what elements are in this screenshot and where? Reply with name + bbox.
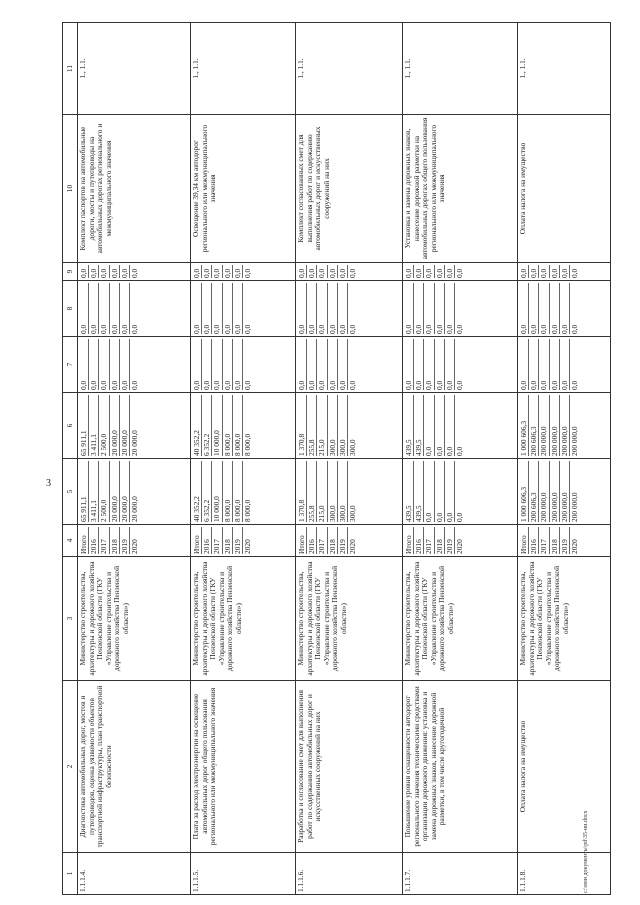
years-cell (403, 525, 518, 557)
column-number: 1 (63, 853, 78, 895)
table-row (403, 23, 518, 895)
expected-result: Комплект согласованных смет для выполнения работ по содержанию автомобильных дорог и искусственных сооружений на них (296, 115, 403, 263)
cell-line: 0,0 (435, 265, 445, 278)
cell-line: 200 606,3 (529, 395, 539, 456)
cell-line: 200 000,0 (550, 461, 560, 522)
cell-line: 0,0 (519, 265, 529, 278)
regional-funding-cell (403, 393, 518, 459)
indicator-reference: 1., 1.1. (296, 23, 403, 115)
other-funding-cell (296, 263, 403, 281)
cell-line: Итого (404, 527, 414, 554)
cell-line: 0,0 (317, 283, 327, 334)
cell-line: 2019 (338, 527, 348, 554)
cell-line: 2 500,0 (99, 461, 109, 522)
cell-line: 40 352,2 (192, 395, 202, 456)
cell-line: 0,0 (550, 265, 560, 278)
cell-line: 0,0 (129, 380, 139, 390)
cell-line: 0,0 (89, 265, 99, 278)
table-row (78, 23, 191, 895)
cell-line: 0,0 (297, 265, 307, 278)
cell-line: 0,0 (338, 265, 348, 278)
cell-line: 0,0 (347, 268, 357, 278)
cell-line: 2019 (560, 527, 570, 554)
column-number: 7 (63, 337, 78, 393)
executor-cell: Министерство строительства, архитектуры и дорожного хозяйства Пензенской области (ГКУ «Управление строительства и дорожного хозяйства Пензенской области») (518, 557, 611, 681)
column-number: 4 (63, 525, 78, 557)
cell-line: 0,0 (454, 324, 464, 334)
cell-line: 0,0 (404, 339, 414, 390)
local-funding-cell (296, 281, 403, 337)
cell-line: 2017 (424, 527, 434, 554)
cell-line: 2019 (445, 527, 455, 554)
cell-line: 0,0 (120, 283, 130, 334)
cell-line: 2016 (307, 527, 317, 554)
cell-line: 0,0 (212, 283, 222, 334)
cell-line: 200 606,3 (529, 461, 539, 522)
cell-line: 10 000,0 (212, 395, 222, 456)
activity-number: 1.1.1.4. (78, 853, 191, 895)
local-funding-cell (403, 281, 518, 337)
cell-line: 0,0 (560, 265, 570, 278)
cell-line: 0,0 (539, 283, 549, 334)
indicator-reference: 1., 1.1. (191, 23, 296, 115)
table-row (191, 23, 296, 895)
cell-line: 0,0 (529, 283, 539, 334)
regional-funding-cell (296, 393, 403, 459)
cell-line: 2019 (233, 527, 243, 554)
cell-line: 0,0 (560, 283, 570, 334)
cell-line: 0,0 (328, 339, 338, 390)
cell-line: 200 000,0 (569, 426, 579, 456)
cell-line: 0,0 (454, 446, 464, 456)
cell-line: 0,0 (435, 339, 445, 390)
cell-line: 0,0 (539, 339, 549, 390)
expected-result: Комплект паспортов на автомобильные дороги, мосты и путепроводы на автомобильных дорогах регионального и межмуниципального значения (78, 115, 191, 263)
activity-number: 1.1.1.8. (518, 853, 611, 895)
cell-line: 2018 (550, 527, 560, 554)
cell-line: 0,0 (424, 339, 434, 390)
cell-line: 1 370,8 (297, 461, 307, 522)
column-number-row (63, 23, 78, 895)
activity-name: Разработка и согласование смет для выполнения работ по содержанию автомобильных дорог и искусственных сооружений на них (296, 681, 403, 853)
column-number: 10 (63, 115, 78, 263)
expected-result: Освещение 39,34 км автодорог регионального или межмуниципального значения (191, 115, 296, 263)
activity-name: Диагностика автомобильных дорог, мостов и путепроводов, оценка уязвимости объектов транспортной инфраструктуры, план транспортной безопасности (78, 681, 191, 853)
column-number: 6 (63, 393, 78, 459)
cell-line: 0,0 (233, 283, 243, 334)
cell-line: 10 000,0 (212, 461, 222, 522)
cell-line: 0,0 (328, 265, 338, 278)
cell-line: 0,0 (338, 283, 348, 334)
cell-line: 8 000,0 (233, 461, 243, 522)
total-funding-cell (296, 459, 403, 525)
program-table-rotated (62, 25, 598, 895)
years-cell (296, 525, 403, 557)
column-number: 11 (63, 23, 78, 115)
cell-line: 0,0 (435, 395, 445, 456)
cell-line: 0,0 (223, 283, 233, 334)
other-funding-cell (518, 263, 611, 281)
column-number: 3 (63, 557, 78, 681)
cell-line: 20 000,0 (120, 461, 130, 522)
cell-line: 0,0 (110, 339, 120, 390)
cell-line: 215,0 (317, 395, 327, 456)
column-number: 9 (63, 263, 78, 281)
other-funding-cell (78, 263, 191, 281)
cell-line: Итого (519, 527, 529, 554)
cell-line: 300,0 (338, 395, 348, 456)
cell-line: 20 000,0 (129, 430, 139, 456)
cell-line: 255,8 (307, 395, 317, 456)
cell-line: 0,0 (79, 283, 89, 334)
cell-line: 0,0 (212, 265, 222, 278)
cell-line: 0,0 (242, 268, 252, 278)
cell-line: 0,0 (519, 283, 529, 334)
indicator-reference: 1., 1.1. (403, 23, 518, 115)
cell-line: 0,0 (435, 461, 445, 522)
cell-line: 0,0 (445, 339, 455, 390)
executor-cell: Министерство строительства, архитектуры и дорожного хозяйства Пензенской области (ГКУ «Управление строительства и дорожного хозяйства Пензенской области») (78, 557, 191, 681)
cell-line: 0,0 (404, 265, 414, 278)
cell-line: 0,0 (445, 265, 455, 278)
cell-line: 0,0 (445, 395, 455, 456)
cell-line: 439,5 (414, 461, 424, 522)
cell-line: 0,0 (424, 461, 434, 522)
activity-number: 1.1.1.7. (403, 853, 518, 895)
cell-line: 6 352,2 (202, 395, 212, 456)
cell-line: 0,0 (99, 265, 109, 278)
years-cell (191, 525, 296, 557)
cell-line: 65 911,1 (79, 395, 89, 456)
cell-line: 0,0 (307, 283, 317, 334)
cell-line: 0,0 (550, 283, 560, 334)
column-number: 8 (63, 281, 78, 337)
cell-line: 2018 (328, 527, 338, 554)
cell-line: 2020 (569, 539, 579, 554)
cell-line: 3 411,1 (89, 395, 99, 456)
cell-line: 0,0 (110, 283, 120, 334)
other-funding-cell (191, 263, 296, 281)
cell-line: 2016 (89, 527, 99, 554)
cell-line: 0,0 (307, 265, 317, 278)
cell-line: 0,0 (539, 265, 549, 278)
cell-line: 200 000,0 (560, 395, 570, 456)
cell-line: 8 000,0 (233, 395, 243, 456)
column-number: 5 (63, 459, 78, 525)
activity-number: 1.1.1.5. (191, 853, 296, 895)
cell-line: Итого (192, 527, 202, 554)
cell-line: 8 000,0 (242, 433, 252, 456)
cell-line: 0,0 (192, 339, 202, 390)
activity-name: Плата за расход электроэнергии на освещение автомобильных дорог общего пользования регионального или межмуниципального значения (191, 681, 296, 853)
total-funding-cell (191, 459, 296, 525)
cell-line: 0,0 (424, 395, 434, 456)
cell-line: 0,0 (445, 461, 455, 522)
cell-line: 0,0 (192, 265, 202, 278)
indicator-reference: 1., 1.1. (518, 23, 611, 115)
expected-result: Оплата налога на имущество (518, 115, 611, 263)
years-cell (78, 525, 191, 557)
cell-line: 0,0 (297, 283, 307, 334)
cell-line: 2 500,0 (99, 395, 109, 456)
cell-line: 0,0 (242, 380, 252, 390)
cell-line: 0,0 (569, 380, 579, 390)
cell-line: 300,0 (338, 461, 348, 522)
cell-line: 2020 (347, 539, 357, 554)
cell-line: 0,0 (424, 265, 434, 278)
cell-line: 300,0 (328, 395, 338, 456)
cell-line: 2020 (454, 539, 464, 554)
cell-line: 1 000 606,3 (519, 395, 529, 456)
cell-line: 439,5 (414, 395, 424, 456)
cell-line: 2018 (110, 527, 120, 554)
cell-line: 0,0 (202, 339, 212, 390)
cell-line: 0,0 (414, 283, 424, 334)
cell-line: 0,0 (454, 380, 464, 390)
page-number: 3 (46, 478, 51, 489)
cell-line: 6 352,2 (202, 461, 212, 522)
cell-line: 215,0 (317, 461, 327, 522)
cell-line: 2020 (242, 539, 252, 554)
cell-line: 0,0 (347, 380, 357, 390)
cell-line: 0,0 (307, 339, 317, 390)
column-number: 2 (63, 681, 78, 853)
cell-line: 2019 (120, 527, 130, 554)
cell-line: 0,0 (129, 268, 139, 278)
executor-cell: Министерство строительства, архитектуры и дорожного хозяйства Пензенской области (ГКУ «Управление строительства и дорожного хозяйства Пензенской области») (403, 557, 518, 681)
cell-line: 1 000 606,3 (519, 461, 529, 522)
cell-line: 0,0 (79, 339, 89, 390)
cell-line: 0,0 (328, 283, 338, 334)
cell-line: 2017 (317, 527, 327, 554)
cell-line: 0,0 (519, 339, 529, 390)
cell-line: 0,0 (414, 265, 424, 278)
activity-name: Оплата налога на имущество (518, 681, 611, 853)
activity-number: 1.1.1.6. (296, 853, 403, 895)
cell-line: 200 000,0 (539, 461, 549, 522)
cell-line: 2020 (129, 539, 139, 554)
cell-line: 200 000,0 (560, 461, 570, 522)
cell-line: 0,0 (550, 339, 560, 390)
cell-line: 0,0 (89, 339, 99, 390)
cell-line: 20 000,0 (120, 395, 130, 456)
cell-line: 8 000,0 (223, 461, 233, 522)
cell-line: 0,0 (202, 265, 212, 278)
federal-funding-cell (78, 337, 191, 393)
cell-line: 2016 (529, 527, 539, 554)
cell-line: 0,0 (529, 265, 539, 278)
table-row (518, 23, 611, 895)
cell-line: 0,0 (347, 324, 357, 334)
cell-line: 0,0 (79, 265, 89, 278)
cell-line: 2018 (223, 527, 233, 554)
cell-line: 0,0 (233, 339, 243, 390)
cell-line: 300,0 (347, 505, 357, 522)
cell-line: 2016 (202, 527, 212, 554)
cell-line: 0,0 (233, 265, 243, 278)
cell-line: 20 000,0 (110, 461, 120, 522)
local-funding-cell (518, 281, 611, 337)
cell-line: 0,0 (569, 268, 579, 278)
cell-line: 0,0 (529, 339, 539, 390)
regional-funding-cell (78, 393, 191, 459)
cell-line: 2016 (414, 527, 424, 554)
cell-line: 40 352,2 (192, 461, 202, 522)
cell-line: Итого (79, 527, 89, 554)
cell-line: 0,0 (435, 283, 445, 334)
cell-line: 439,5 (404, 395, 414, 456)
cell-line: 0,0 (297, 339, 307, 390)
regional-funding-cell (518, 393, 611, 459)
cell-line: 20 000,0 (129, 496, 139, 522)
federal-funding-cell (296, 337, 403, 393)
cell-line: 0,0 (317, 339, 327, 390)
cell-line: 0,0 (120, 339, 130, 390)
local-funding-cell (191, 281, 296, 337)
cell-line: 0,0 (223, 265, 233, 278)
cell-line: 0,0 (454, 268, 464, 278)
cell-line: 0,0 (192, 283, 202, 334)
cell-line: 200 000,0 (569, 492, 579, 522)
table-row (296, 23, 403, 895)
cell-line: 0,0 (414, 339, 424, 390)
cell-line: 300,0 (328, 461, 338, 522)
cell-line: 0,0 (110, 265, 120, 278)
cell-line: 300,0 (347, 439, 357, 456)
total-funding-cell (518, 459, 611, 525)
cell-line: 65 911,1 (79, 461, 89, 522)
executor-cell: Министерство строительства, архитектуры и дорожного хозяйства Пензенской области (ГКУ «Управление строительства и дорожного хозяйства Пензенской области») (296, 557, 403, 681)
cell-line: 0,0 (569, 324, 579, 334)
regional-funding-cell (191, 393, 296, 459)
cell-line: 0,0 (560, 339, 570, 390)
cell-line: 0,0 (129, 324, 139, 334)
cell-line: 2017 (212, 527, 222, 554)
cell-line: 0,0 (454, 512, 464, 522)
federal-funding-cell (518, 337, 611, 393)
federal-funding-cell (403, 337, 518, 393)
cell-line: 200 000,0 (550, 395, 560, 456)
cell-line: 0,0 (424, 283, 434, 334)
cell-line: 0,0 (89, 283, 99, 334)
cell-line: 0,0 (338, 339, 348, 390)
executor-cell: Министерство строительства, архитектуры и дорожного хозяйства Пензенской области (ГКУ «Управление строительства и дорожного хозяйства Пензенской области») (191, 557, 296, 681)
cell-line: 0,0 (223, 339, 233, 390)
program-activities-table (62, 22, 611, 895)
cell-line: 0,0 (212, 339, 222, 390)
cell-line: 439,5 (404, 461, 414, 522)
cell-line: 3 411,1 (89, 461, 99, 522)
cell-line: Итого (297, 527, 307, 554)
cell-line: 8 000,0 (223, 395, 233, 456)
cell-line: 0,0 (99, 339, 109, 390)
other-funding-cell (403, 263, 518, 281)
total-funding-cell (78, 459, 191, 525)
cell-line: 0,0 (202, 283, 212, 334)
cell-line: 0,0 (99, 283, 109, 334)
cell-line: 200 000,0 (539, 395, 549, 456)
cell-line: 2017 (539, 527, 549, 554)
cell-line: 8 000,0 (242, 499, 252, 522)
cell-line: 2018 (435, 527, 445, 554)
activity-name: Повышение уровня оснащенности автодорог регионального значения техническими средствами организации дорожного движения: установка и замена дорожных знаков, нанесение дорожной разметки, в том числе кругогодичной (403, 681, 518, 853)
expected-result: Установка и замена дорожных знаков, нанесение дорожной разметки на автомобильных дорогах общего пользования регионального или межмуниципального значения (403, 115, 518, 263)
total-funding-cell (403, 459, 518, 525)
cell-line: 255,8 (307, 461, 317, 522)
indicator-reference: 1., 1.1. (78, 23, 191, 115)
years-cell (518, 525, 611, 557)
local-funding-cell (78, 281, 191, 337)
cell-line: 1 370,8 (297, 395, 307, 456)
cell-line: 0,0 (242, 324, 252, 334)
cell-line: 2017 (99, 527, 109, 554)
cell-line: 20 000,0 (110, 395, 120, 456)
cell-line: 0,0 (404, 283, 414, 334)
cell-line: 0,0 (120, 265, 130, 278)
cell-line: 0,0 (445, 283, 455, 334)
footer-file-path: c:\мои документы\pd\35-ни.docx (583, 810, 589, 893)
cell-line: 0,0 (317, 265, 327, 278)
federal-funding-cell (191, 337, 296, 393)
